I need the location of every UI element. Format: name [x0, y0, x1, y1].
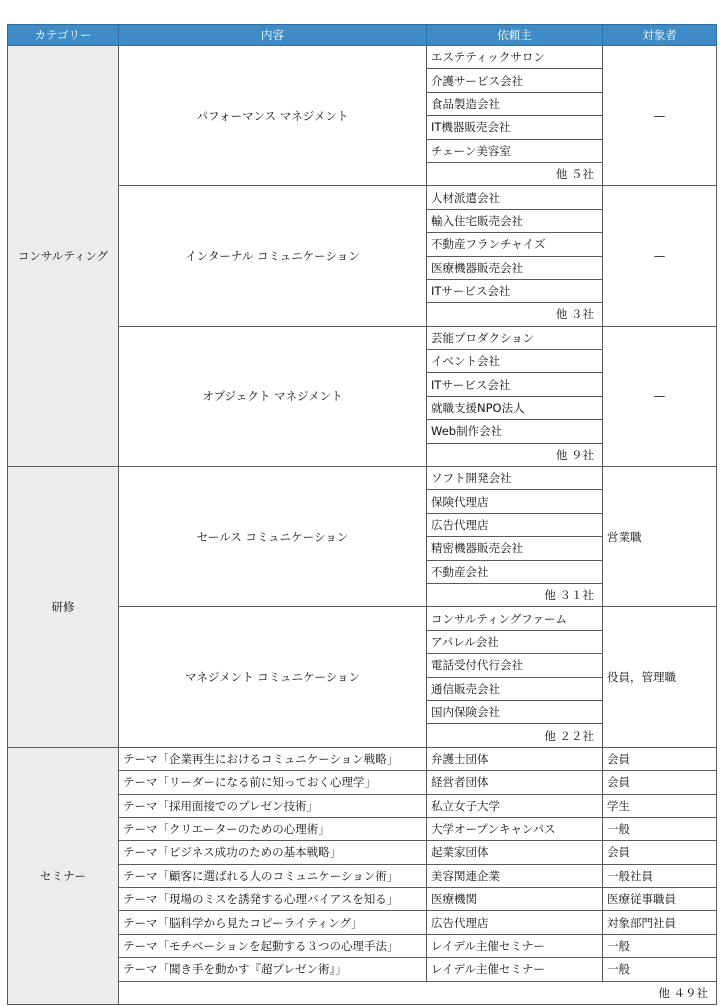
client-cell: 広告代理店 [427, 911, 603, 934]
others-count-cell: 他 ４９社 [119, 981, 717, 1004]
others-count-cell: 他 ５社 [427, 162, 603, 185]
target-cell: 会員 [603, 771, 717, 794]
client-cell: 介護サービス会社 [427, 69, 603, 92]
target-cell: 会員 [603, 841, 717, 864]
target-cell: 一般 [603, 817, 717, 840]
target-cell: 対象部門社員 [603, 911, 717, 934]
client-cell: 国内保険会社 [427, 700, 603, 723]
table-row [8, 467, 717, 490]
client-cell: 保険代理店 [427, 490, 603, 513]
client-cell: レイデル主催セミナー [427, 934, 603, 957]
target-cell: 一般 [603, 934, 717, 957]
client-cell: 就職支援NPO法人 [427, 396, 603, 419]
theme-cell: テーマ「モチベーションを起動する３つの心理手法」 [119, 934, 427, 957]
client-cell: 人材派遣会社 [427, 186, 603, 209]
category-cell: セミナー [8, 747, 119, 1004]
theme-cell: テーマ「リーダーになる前に知っておく心理学」 [119, 771, 427, 794]
table-row [8, 747, 717, 770]
content-cell: インターナル コミュニケーション [119, 186, 427, 326]
theme-cell: テーマ「脳科学から見たコピーライティング」 [119, 911, 427, 934]
others-count-cell: 他 ２２社 [427, 724, 603, 747]
client-cell: 芸能プロダクション [427, 326, 603, 349]
client-cell: 不動産会社 [427, 560, 603, 583]
client-cell: 起業家団体 [427, 841, 603, 864]
client-cell: 通信販売会社 [427, 677, 603, 700]
client-cell: 電話受付代行会社 [427, 654, 603, 677]
client-cell: チェーン美容室 [427, 139, 603, 162]
client-cell: 私立女子大学 [427, 794, 603, 817]
client-cell: 不動産フランチャイズ [427, 233, 603, 256]
client-cell: 輸入住宅販売会社 [427, 209, 603, 232]
content-cell: セールス コミュニケーション [119, 467, 427, 607]
content-cell: パフォーマンス マネジメント [119, 46, 427, 186]
target-cell: — [603, 326, 717, 466]
others-count-cell: 他 ９社 [427, 443, 603, 466]
client-cell: 広告代理店 [427, 513, 603, 536]
target-cell: 学生 [603, 794, 717, 817]
target-cell: 会員 [603, 747, 717, 770]
client-cell: 弁護士団体 [427, 747, 603, 770]
client-cell: Web制作会社 [427, 420, 603, 443]
theme-cell: テーマ「聞き手を動かす『超プレゼン術』」 [119, 958, 427, 981]
client-results-table [7, 24, 717, 1005]
theme-cell: テーマ「採用面接でのプレゼン技術」 [119, 794, 427, 817]
client-cell: コンサルティングファーム [427, 607, 603, 630]
client-cell: イベント会社 [427, 350, 603, 373]
header-row [8, 25, 717, 46]
client-cell: 精密機器販売会社 [427, 537, 603, 560]
client-cell: IT機器販売会社 [427, 116, 603, 139]
target-cell: — [603, 186, 717, 326]
client-cell: ソフト開発会社 [427, 467, 603, 490]
header-category: カテゴリー [8, 25, 119, 46]
header-target: 対象者 [603, 25, 717, 46]
table-row [8, 46, 717, 69]
target-cell: 一般 [603, 958, 717, 981]
client-cell: ITサービス会社 [427, 279, 603, 302]
client-cell: 大学オープンキャンパス [427, 817, 603, 840]
theme-cell: テーマ「現場のミスを誘発する心理バイアスを知る」 [119, 888, 427, 911]
client-cell: アパレル会社 [427, 630, 603, 653]
category-cell: 研修 [8, 467, 119, 748]
client-cell: 食品製造会社 [427, 92, 603, 115]
header-content: 内容 [119, 25, 427, 46]
client-cell: 医療機器販売会社 [427, 256, 603, 279]
target-cell: 営業職 [603, 467, 717, 607]
client-cell: ITサービス会社 [427, 373, 603, 396]
target-cell: — [603, 46, 717, 186]
content-cell: マネジメント コミュニケーション [119, 607, 427, 747]
client-cell: レイデル主催セミナー [427, 958, 603, 981]
theme-cell: テーマ「顧客に選ばれる人のコミュニケーション術」 [119, 864, 427, 887]
client-cell: 医療機関 [427, 888, 603, 911]
client-cell: エステティックサロン [427, 46, 603, 69]
others-count-cell: 他 ３１社 [427, 583, 603, 606]
client-cell: 経営者団体 [427, 771, 603, 794]
target-cell: 役員，管理職 [603, 607, 717, 747]
category-cell: コンサルティング [8, 46, 119, 467]
theme-cell: テーマ「企業再生におけるコミュニケーション戦略」 [119, 747, 427, 770]
target-cell: 一般社員 [603, 864, 717, 887]
theme-cell: テーマ「ビジネス成功のための基本戦略」 [119, 841, 427, 864]
others-count-cell: 他 ３社 [427, 303, 603, 326]
target-cell: 医療従事職員 [603, 888, 717, 911]
header-client: 依頼主 [427, 25, 603, 46]
theme-cell: テーマ「クリエーターのための心理術」 [119, 817, 427, 840]
content-cell: オブジェクト マネジメント [119, 326, 427, 466]
client-cell: 美容関連企業 [427, 864, 603, 887]
